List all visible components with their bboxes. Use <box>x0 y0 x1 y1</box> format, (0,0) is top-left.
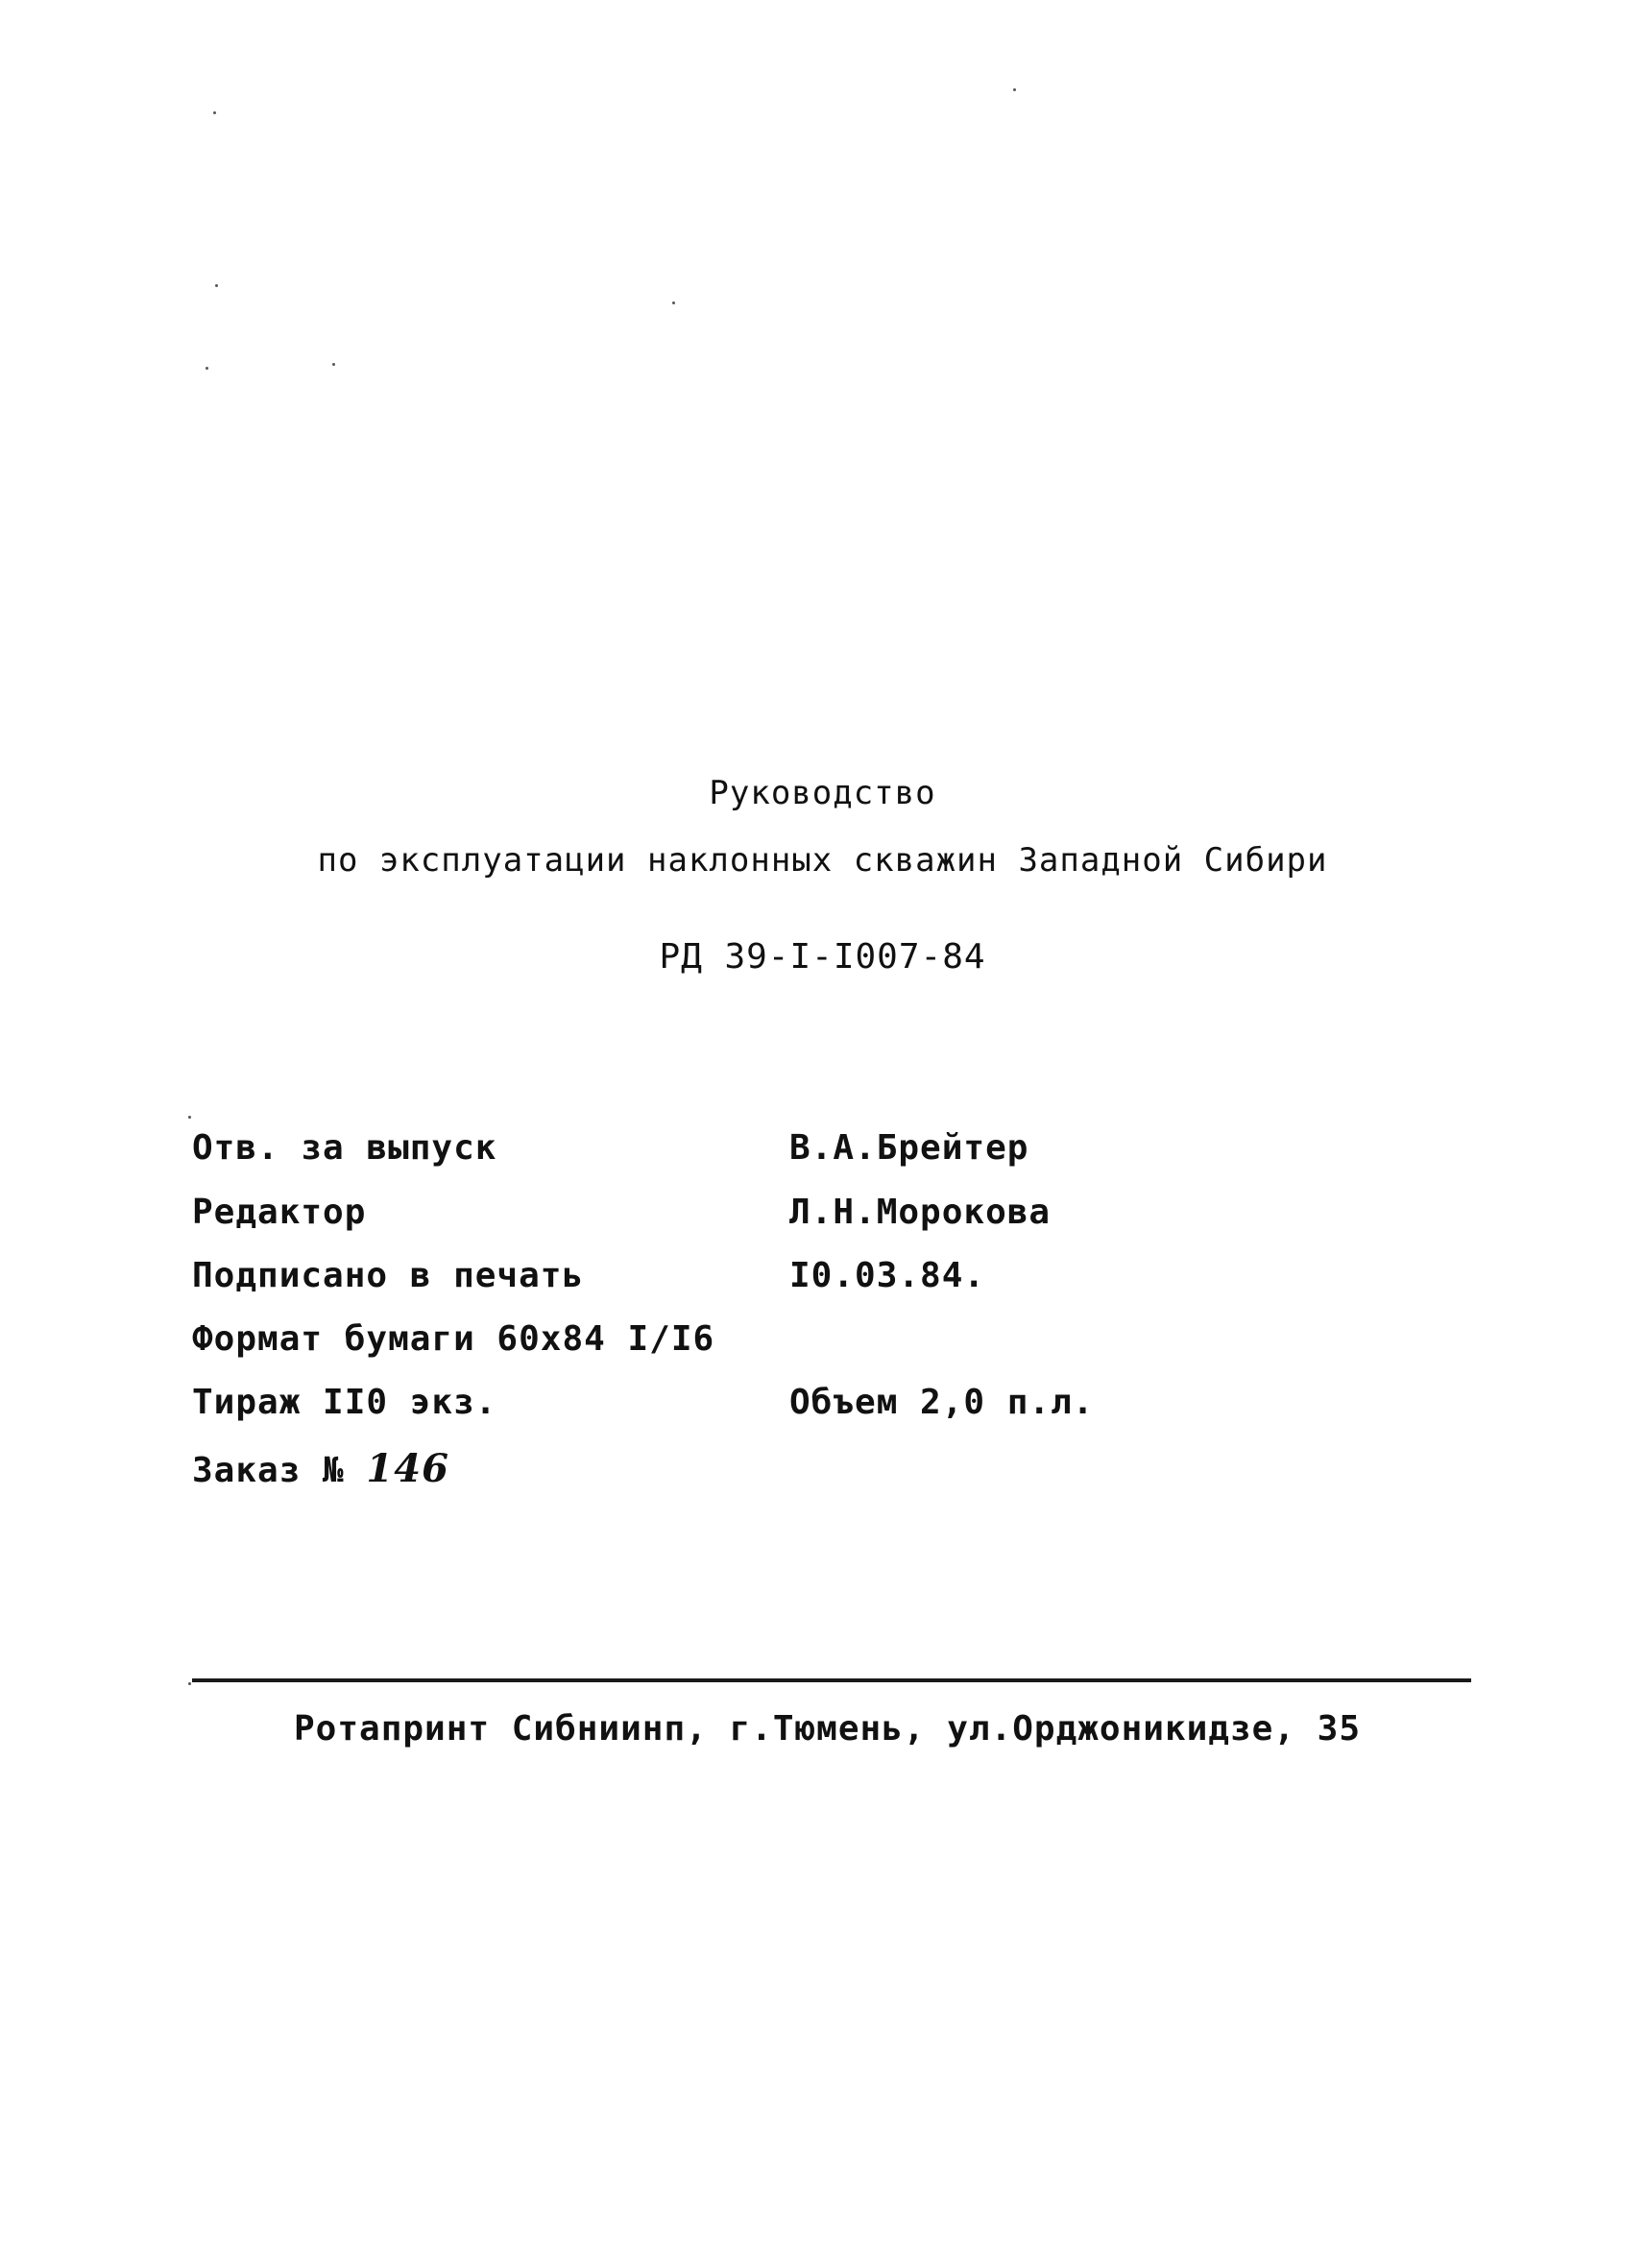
order-label: Заказ № <box>192 1451 345 1490</box>
printer-imprint: Ротапринт Сибниинп, г.Тюмень, ул.Орджоникидзе, 35 <box>294 1709 1362 1749</box>
document-code: РД 39-I-I007-84 <box>659 937 986 977</box>
footer-divider <box>192 1678 1471 1682</box>
format-label: Формат бумаги 60х84 I/I6 <box>192 1319 715 1359</box>
scan-speck <box>672 302 675 304</box>
scan-speck <box>206 367 208 370</box>
scan-speck <box>188 1116 191 1119</box>
editor-label: Редактор <box>192 1193 367 1232</box>
order-number-handwritten: 146 <box>366 1446 449 1491</box>
scan-speck <box>213 111 216 114</box>
volume-value: Объем 2,0 п.л. <box>789 1383 1095 1422</box>
scan-speck <box>215 284 218 287</box>
signed-value: I0.03.84. <box>789 1256 986 1295</box>
circulation-label: Тираж II0 экз. <box>192 1383 497 1422</box>
document-subtitle: по эксплуатации наклонных скважин Западной Сибири <box>317 841 1328 880</box>
responsible-value: В.А.Брейтер <box>789 1128 1029 1168</box>
responsible-label: Отв. за выпуск <box>192 1128 497 1168</box>
scan-speck <box>1013 88 1016 91</box>
editor-value: Л.Н.Морокова <box>789 1193 1052 1232</box>
document-title: Руководство <box>709 774 936 812</box>
order-row <box>192 1446 449 1491</box>
signed-label: Подписано в печать <box>192 1256 585 1295</box>
scan-speck <box>332 363 335 366</box>
scan-speck <box>188 1682 191 1685</box>
